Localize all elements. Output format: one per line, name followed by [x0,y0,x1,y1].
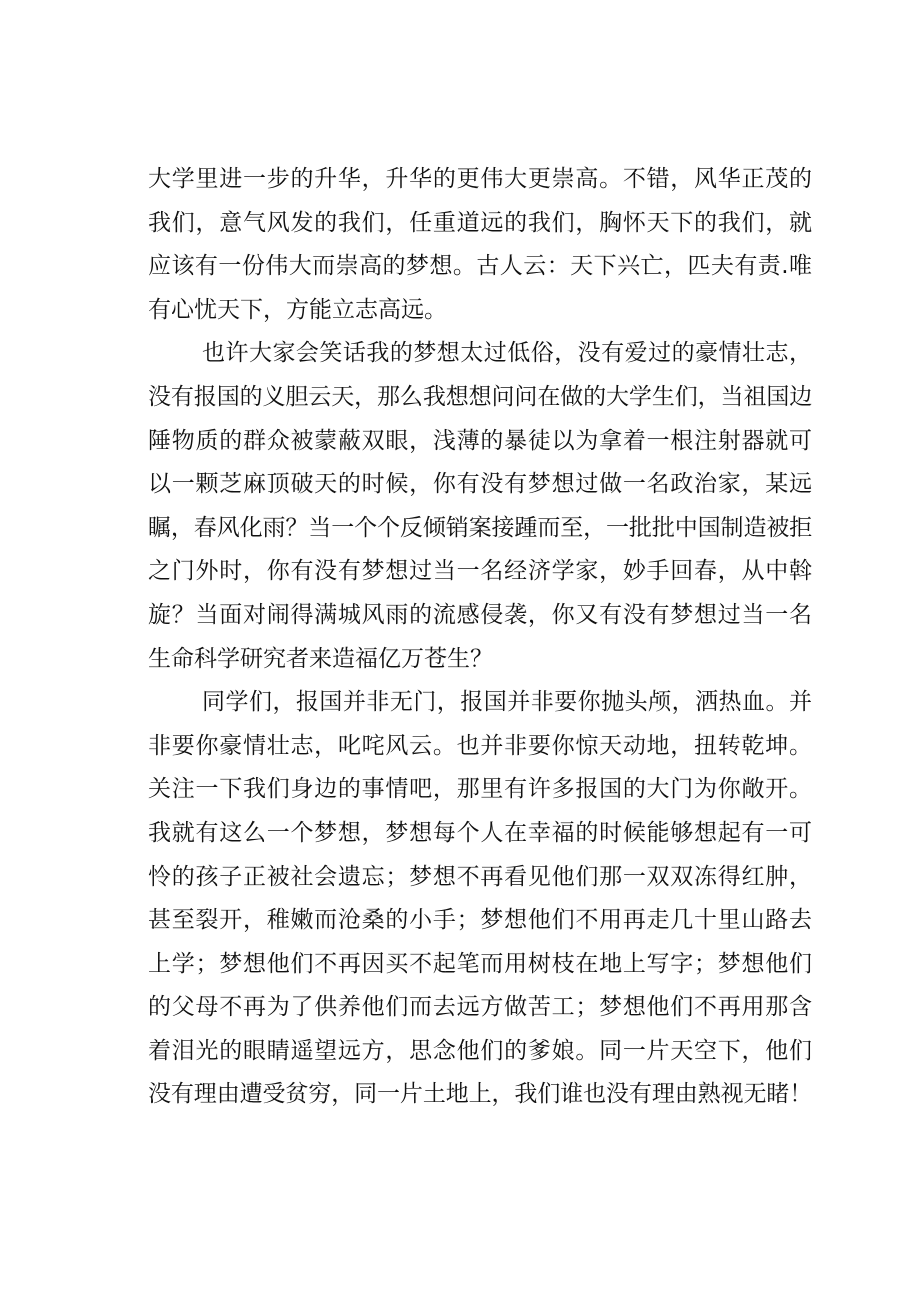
text-line: 生命科学研究者来造福亿万苍生？ [148,645,493,672]
text-line: 有心忧天下，方能立志高远。 [148,296,447,323]
text-line: 没有报国的义胆云天，那么我想想问问在做的大学生们，当祖国边 [148,383,812,410]
text-line: 上学；梦想他们不再因买不起笔而用树枝在地上写字；梦想他们 [148,950,812,977]
text-line: 非要你豪情壮志，叱咤风云。也并非要你惊天动地，扭转乾坤。 [148,732,812,759]
text-line: 的父母不再为了供养他们而去远方做苦工；梦想他们不再用那含 [148,994,812,1021]
text-line: 没有理由遭受贫穷，同一片土地上，我们谁也没有理由熟视无睹！ [148,1081,812,1108]
text-line: 以一颗芝麻顶破天的时候，你有没有梦想过做一名政治家，某远 [148,471,812,498]
text-line: 我们，意气风发的我们，任重道远的我们，胸怀天下的我们，就 [148,209,812,236]
paragraph-2 [148,332,812,681]
text-line: 瞩，春风化雨？当一个个反倾销案接踵而至，一批批中国制造被拒 [148,514,812,541]
text-line: 陲物质的群众被蒙蔽双眼，浅薄的暴徒以为拿着一根注射器就可 [148,427,812,454]
text-line: 怜的孩子正被社会遗忘；梦想不再看见他们那一双双冻得红肿， [148,863,812,890]
text-line: 关注一下我们身边的事情吧，那里有许多报国的大门为你敞开。 [148,776,812,803]
text-line: 同学们，报国并非无门，报国并非要你抛头颅，洒热血。并 [202,689,812,716]
text-line: 大学里进一步的升华，升华的更伟大更崇高。不错，风华正茂的 [148,166,812,192]
text-line: 甚至裂开，稚嫩而沧桑的小手；梦想他们不用再走几十里山路去 [148,907,812,934]
text-line: 应该有一份伟大而崇高的梦想。古人云：天下兴亡，匹夫有责.唯 [148,253,812,280]
text-line: 我就有这么一个梦想，梦想每个人在幸福的时候能够想起有一可 [148,819,812,846]
paragraph-1 [148,158,812,332]
text-line: 旋？当面对闹得满城风雨的流感侵袭，你又有没有梦想过当一名 [148,601,812,628]
text-line: 着泪光的眼睛遥望远方，思念他们的爹娘。同一片天空下，他们 [148,1037,812,1064]
text-line: 也许大家会笑话我的梦想太过低俗，没有爱过的豪情壮志， [202,340,812,367]
body-text [148,158,812,1117]
paragraph-3 [148,681,812,1117]
text-line: 之门外时，你有没有梦想过当一名经济学家，妙手回春，从中斡 [148,558,812,585]
